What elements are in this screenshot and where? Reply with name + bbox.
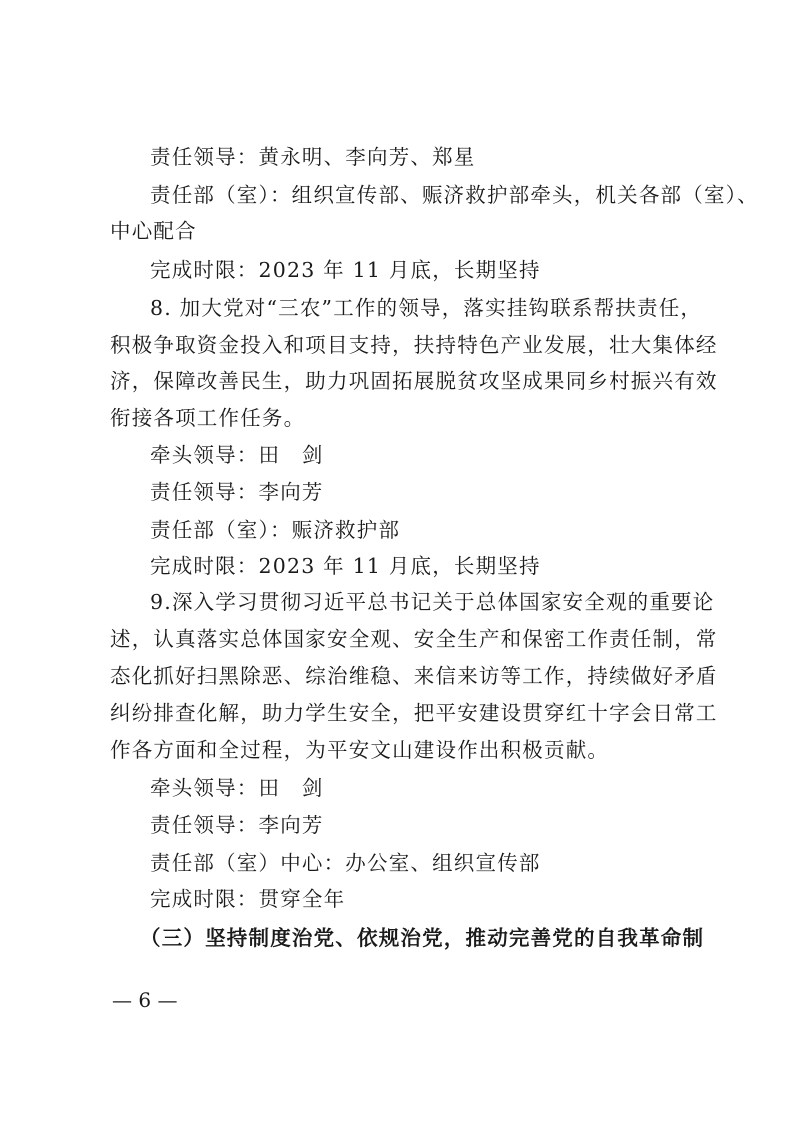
section-heading-3: （三）坚持制度治党、依规治党，推动完善党的自我革命制 (140, 926, 705, 950)
item-9-text-line-2: 述，认真落实总体国家安全观、安全生产和保密工作责任制，常 (110, 627, 718, 651)
responsible-leader-line-8: 责任领导：李向芳 (150, 480, 324, 504)
item-8-text-line-1: 8. 加大党对“三农”工作的领导，落实挂钩联系帮扶责任， (150, 296, 703, 320)
item-8-text-line-2: 积极争取资金投入和项目支持，扶持特色产业发展，壮大集体经 (110, 333, 718, 357)
item-9-text-line-4: 纠纷排查化解，助力学生安全，把平安建设贯穿红十字会日常工 (110, 701, 718, 725)
deadline-line-1: 完成时限：2023 年 11 月底，长期坚持 (150, 258, 541, 282)
responsible-dept-line-1: 责任部（室）：组织宣传部、赈济救护部牵头，机关各部（室）、 (150, 183, 759, 207)
item-8-text-line-3: 济，保障改善民生，助力巩固拓展脱贫攻坚成果同乡村振兴有效 (110, 369, 718, 393)
page-number: — 6 — (112, 988, 178, 1012)
item-9-text-line-1: 9.深入学习贯彻习近平总书记关于总体国家安全观的重要论 (150, 590, 715, 614)
responsible-leader-line-9: 责任领导：李向芳 (150, 813, 324, 837)
deadline-line-8: 完成时限：2023 年 11 月底，长期坚持 (150, 554, 541, 578)
deadline-line-9: 完成时限：贯穿全年 (150, 887, 346, 911)
responsible-leaders-line-1: 责任领导：黄永明、李向芳、郑星 (150, 145, 476, 169)
responsible-dept-line-9: 责任部（室）中心：办公室、组织宣传部 (150, 851, 541, 875)
responsible-dept-line-1-cont: 中心配合 (110, 219, 197, 243)
item-8-text-line-4: 衔接各项工作任务。 (110, 406, 306, 430)
responsible-dept-line-8: 责任部（室）：赈济救护部 (150, 518, 401, 542)
item-9-text-line-3: 态化抓好扫黑除恶、综治维稳、来信来访等工作，持续做好矛盾 (110, 664, 718, 688)
item-9-text-line-5: 作各方面和全过程，为平安文山建设作出积极贡献。 (110, 738, 610, 762)
lead-leader-line-9: 牵头领导：田 剑 (150, 776, 324, 800)
lead-leader-line-8: 牵头领导：田 剑 (150, 443, 324, 467)
